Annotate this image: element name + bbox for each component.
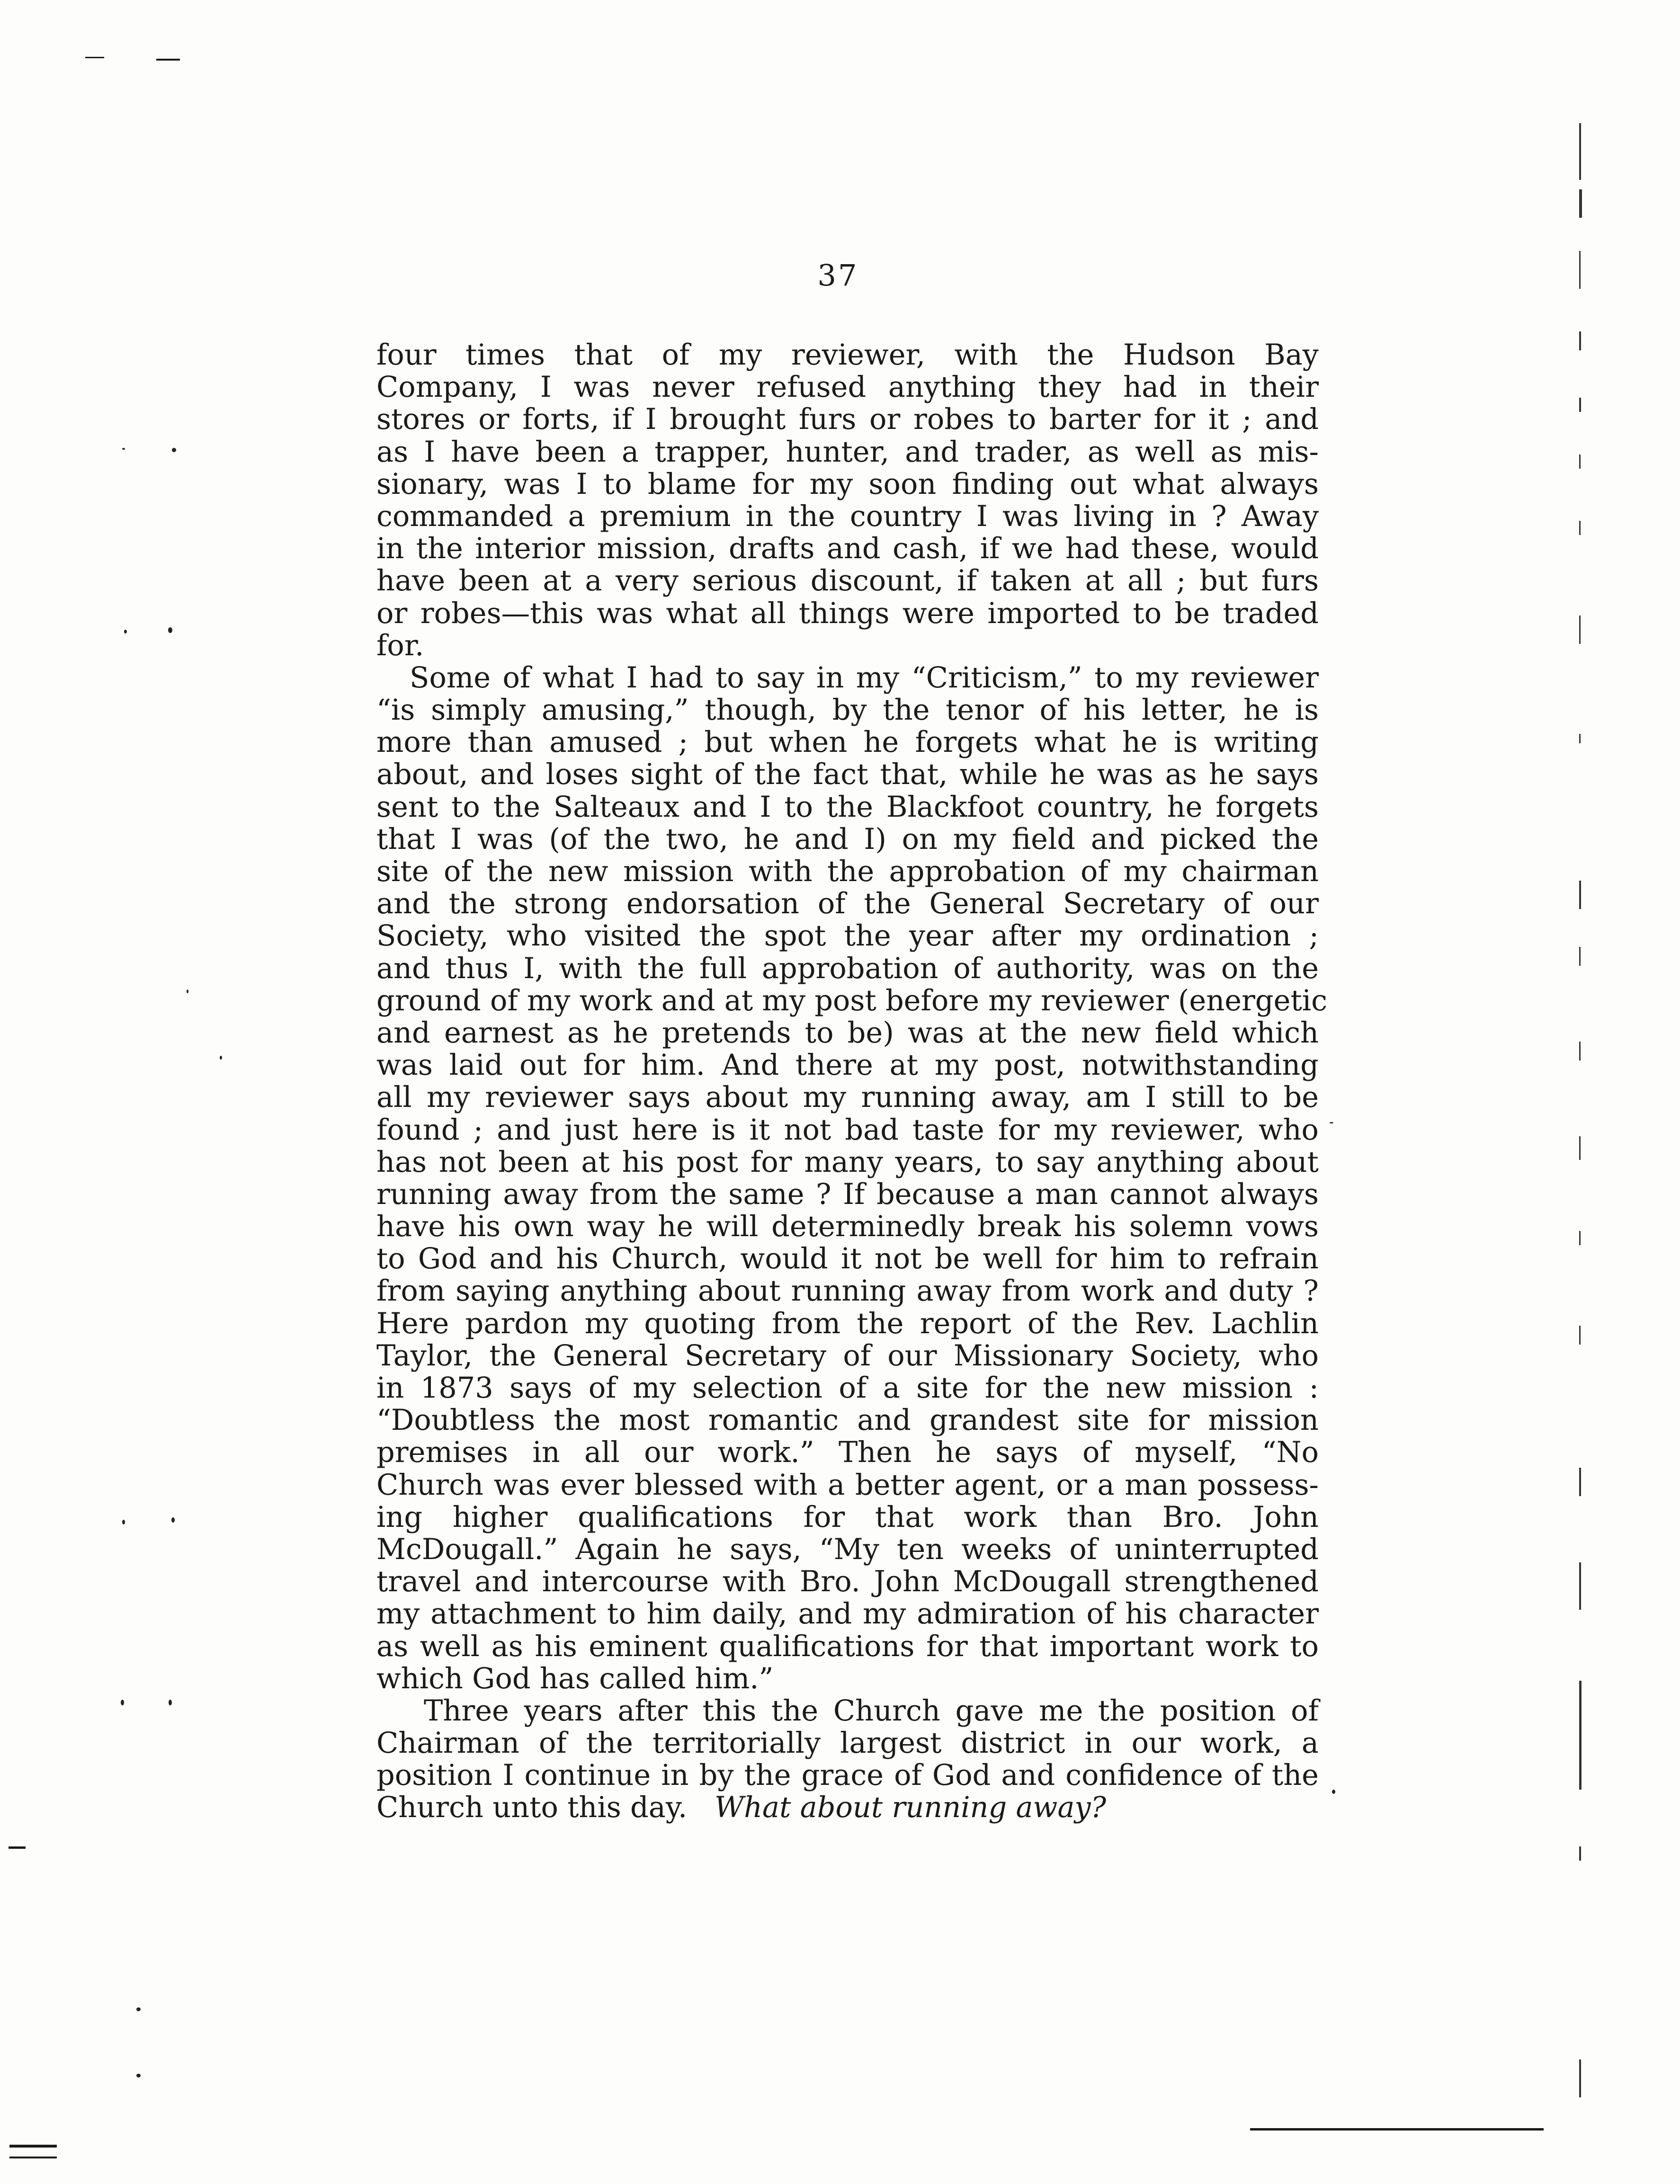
- text-line: commanded a premium in the country I was living in ? Away: [376, 499, 1319, 533]
- text-line: travel and intercourse with Bro. John McDougall strengthened: [376, 1565, 1319, 1599]
- text-line: to God and his Church, would it not be well for him to refrain: [376, 1242, 1319, 1276]
- text-line: “is simply amusing,” though, by the tenor of his letter, he is: [376, 694, 1319, 727]
- text-line: for.: [376, 629, 424, 662]
- text-line: from saying anything about running away from work and duty ?: [376, 1275, 1319, 1308]
- text-line: found ; and just here is it not bad taste for my reviewer, who: [376, 1113, 1319, 1147]
- scan-speck: [1332, 1790, 1335, 1794]
- text-line: have his own way he will determinedly break his solemn vows: [376, 1210, 1319, 1244]
- scan-speck: [220, 1056, 222, 1060]
- text-line: about, and loses sight of the fact that, while he was as he says: [376, 758, 1319, 792]
- final-line: [376, 1792, 1319, 1824]
- scan-mark: [9, 2157, 57, 2158]
- text-line: Church was ever blessed with a better agent, or a man possess-: [376, 1468, 1319, 1502]
- closing-question: What about running away?: [714, 1791, 1107, 1825]
- text-line: Chairman of the territorially largest district in our work, a: [376, 1727, 1319, 1760]
- right-edge-noise: [1574, 95, 1589, 2131]
- paragraph-2: [376, 661, 1327, 1695]
- text-line: that I was (of the two, he and I) on my field and picked the: [376, 822, 1319, 856]
- text-line: running away from the same ? If because a man cannot always: [376, 1177, 1319, 1211]
- scan-speck: [172, 448, 176, 452]
- text-line: and the strong endorsation of the General Secretary of our: [376, 887, 1319, 921]
- scan-mark: [156, 59, 180, 61]
- text-line: McDougall.” Again he says, “My ten weeks of uninterrupted: [376, 1533, 1319, 1566]
- text-line: ing higher qualifications for that work than Bro. John: [376, 1500, 1319, 1534]
- text-line: all my reviewer says about my running away, am I still to be: [376, 1081, 1319, 1114]
- scan-speck: [187, 989, 188, 993]
- text-line: was laid out for him. And there at my post, notwithstanding: [376, 1049, 1319, 1082]
- scan-speck: [169, 1700, 172, 1705]
- text-line: Company, I was never refused anything they had in their: [376, 371, 1319, 404]
- text-line: position I continue in by the grace of God and confidence of the: [376, 1759, 1319, 1792]
- text-line: which God has called him.”: [376, 1662, 774, 1695]
- text-line: has not been at his post for many years, to say anything about: [376, 1145, 1319, 1179]
- text-line: as well as his eminent qualifications for that important work to: [376, 1630, 1319, 1663]
- scan-mark: [1250, 2128, 1544, 2131]
- scan-mark: [85, 57, 104, 58]
- scan-mark: [9, 2145, 57, 2148]
- text-line: ground of my work and at my post before my reviewer (energetic: [376, 984, 1327, 1017]
- body-text: [376, 339, 1327, 1825]
- scan-speck: [122, 1520, 125, 1524]
- scan-speck: [122, 448, 125, 450]
- text-line: Three years after this the Church gave me the position of: [424, 1694, 1319, 1728]
- text-line: in 1873 says of my selection of a site for the new mission :: [376, 1372, 1319, 1405]
- scan-speck: [171, 1517, 175, 1523]
- text-line: as I have been a trapper, hunter, and trader, as well as mis-: [376, 435, 1319, 469]
- page-number: 37: [817, 258, 859, 293]
- text-line: site of the new mission with the approbation of my chairman: [376, 855, 1319, 888]
- scan-speck: [121, 1700, 124, 1705]
- paragraph-3: [376, 1695, 1319, 1824]
- text-line: Some of what I had to say in my “Criticism,” to my reviewer: [410, 661, 1319, 695]
- scan-speck: [136, 2007, 141, 2011]
- text-line: sent to the Salteaux and I to the Blackfoot country, he forgets: [376, 790, 1319, 824]
- scan-speck: [136, 2074, 141, 2077]
- text-line: more than amused ; but when he forgets what he is writing: [376, 726, 1319, 759]
- text-line: in the interior mission, drafts and cash, if we had these, would: [376, 532, 1319, 566]
- text-line: “Doubtless the most romantic and grandest site for mission: [376, 1404, 1319, 1437]
- text-line: stores or forts, if I brought furs or robes to barter for it ; and: [376, 403, 1319, 437]
- text-line: Society, who visited the spot the year after my ordination ;: [376, 919, 1319, 953]
- text-line: premises in all our work.” Then he says of myself, “No: [376, 1436, 1319, 1470]
- text-line: and thus I, with the full approbation of authority, was on the: [376, 952, 1319, 985]
- text-line: have been at a very serious discount, if taken at all ; but furs: [376, 564, 1319, 598]
- final-line-text: Church unto this day.: [376, 1791, 688, 1825]
- text-line: Here pardon my quoting from the report of the Rev. Lachlin: [376, 1307, 1319, 1340]
- text-line: four times that of my reviewer, with the Hudson Bay: [376, 339, 1319, 372]
- scan-speck: [1330, 1122, 1333, 1123]
- scan-speck: [124, 630, 127, 633]
- text-line: sionary, was I to blame for my soon finding out what always: [376, 467, 1319, 501]
- text-line: or robes—this was what all things were imported to be traded: [376, 597, 1319, 630]
- paragraph-1: [376, 339, 1319, 662]
- text-line: and earnest as he pretends to be) was at the new field which: [376, 1016, 1319, 1050]
- scan-speck: [168, 627, 172, 633]
- text-line: Taylor, the General Secretary of our Missionary Society, who: [376, 1339, 1319, 1373]
- text-line: my attachment to him daily, and my admiration of his character: [376, 1597, 1319, 1631]
- scan-mark: [9, 1846, 26, 1849]
